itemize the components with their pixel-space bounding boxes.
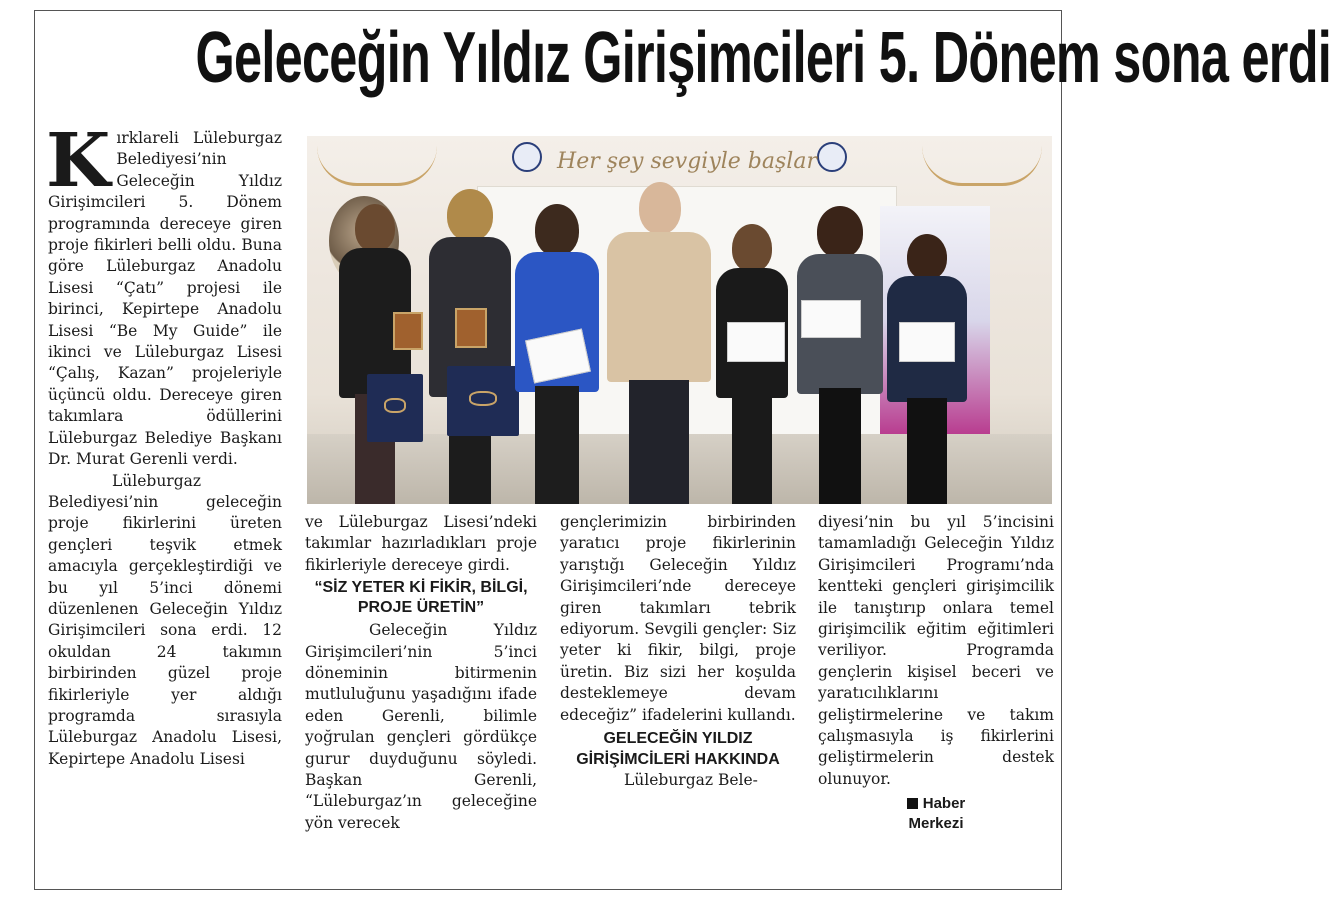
paragraph-2: Lüleburgaz Belediyesi’nin geleceğin proje fikirlerini üreten gençleri teşvik etmek amacıyla gerçekleştirdiği ve bu yıl 5’inci dönemi düzenlenen Geleceğin Yıldız Girişimcileri sona erdi. 12 okuldan 24 takımın birbirinden güzel proje fikirleriyle yer aldığı programda sırasıyla Lüleburgaz Anadolu Lisesi, Kepirtepe Anadolu Lisesi (48, 471, 282, 768)
paragraph-4: Geleceğin Yıldız Girişimcileri’nin 5’inci döneminin bitirmenin mutluluğunu yaşadığını ifade eden Gerenli, bilimle yoğrulan gençleri gördükçe gurur duyduğunu söyledi. Başkan Gerenli, “Lüleburgaz’ın geleceğine yön verecek (305, 621, 537, 832)
square-bullet-icon (907, 798, 918, 809)
wall-slogan: Her şey sevgiyle başlar (557, 149, 817, 174)
person-5 (712, 224, 792, 504)
person-6 (795, 206, 885, 504)
lead-paragraph (46, 118, 282, 471)
person-1 (335, 204, 415, 504)
gold-ornament-right (922, 146, 1042, 186)
certificate (899, 322, 955, 362)
column-4 (818, 512, 1054, 834)
person-7 (885, 234, 969, 504)
column-2 (305, 512, 537, 834)
event-photo (307, 136, 1052, 504)
gift-bag (367, 374, 423, 442)
award-plaque (393, 312, 423, 350)
byline-line-2: Merkezi (908, 815, 964, 833)
paragraph-6: Lüleburgaz Bele- (624, 771, 758, 790)
column-3 (560, 512, 796, 791)
subheading-about: GELECEĞİN YILDIZ GİRİŞİMCİLERİ HAKKINDA (576, 730, 780, 769)
lead-text: ırklareli Lüleburgaz Belediyesi’nin Geleceğin Yıldız Girişimcileri 5. Dönem programında dereceye giren proje fikirleri belli oldu. Buna göre Lüleburgaz Anadolu Lisesi “Çatı” projesi ile birinci, Kepirtepe Anadolu Lisesi “Be My Guide” ile ikinci ve Lüleburgaz Lisesi “Çalış, Kazan” projeleriyle üçüncü oldu. Dereceye giren takımlara ödüllerini Lüleburgaz Belediye Başkanı Dr. Murat Gerenli verdi. (48, 129, 282, 469)
paragraph-5: gençlerimizin birbirinden yaratıcı proje fikirlerinin yarıştığı Geleceğin Yıldız Girişimcileri’nde dereceye giren takımları tebrik ediyorum. Sevgili gençler: Siz yeter ki fikir, bilgi, proje üretin. Biz sizi her koşulda desteklemeye devam edeceğiz” ifadelerini kullandı. (560, 513, 796, 724)
person-4 (603, 182, 715, 504)
column-1 (46, 118, 282, 770)
byline-line-1: Haber (922, 795, 966, 813)
subheading-quote: “SİZ YETER Kİ FİKİR, BİLGİ, PROJE ÜRETİN” (314, 579, 528, 617)
headline: Geleceğin Yıldız Girişimcileri 5. Dönem sona erdi (195, 18, 1331, 98)
drop-cap: K (46, 118, 111, 204)
paragraph-3: ve Lüleburgaz Lisesi’ndeki takımlar hazırladıkları proje fikirleriyle dereceye girdi. (305, 513, 537, 574)
award-plaque (455, 308, 487, 348)
gift-bag (447, 366, 519, 436)
certificate (801, 300, 861, 338)
certificate (727, 322, 785, 362)
byline (818, 794, 1054, 834)
paragraph-7: diyesi’nin bu yıl 5’incisini tamamladığı Geleceğin Yıldız Girişimcileri Programı’nda kentteki gençleri girişimcilik ile tanıştırıp onlara temel girişimcilik eğitim eğitimleri veriliyor. Programda gençlerin kişisel beceri ve yaratıcılıklarını geliştirmelerine ve takım çalışmasıyla iş fikirlerini geliştirmelerin destek olunuyor. (818, 513, 1054, 788)
gold-ornament-left (317, 146, 437, 186)
